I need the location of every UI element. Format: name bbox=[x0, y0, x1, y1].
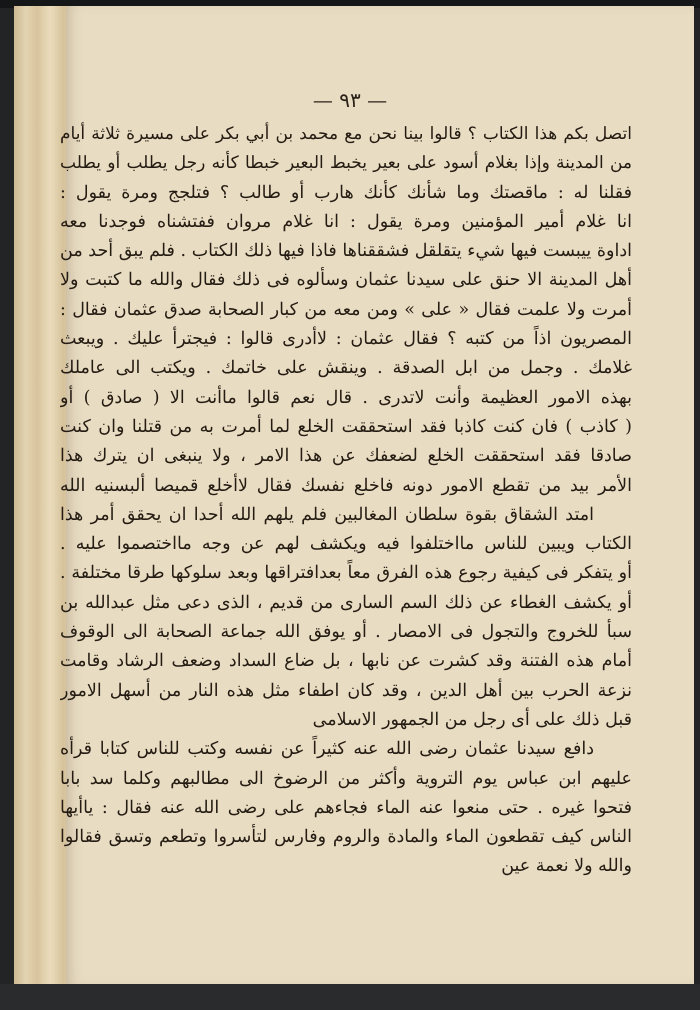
text-line: من المدينة وإذا بغلام أسود على بعير يخبط البعير خبطا كأنه رجل يطلب أو يطلب bbox=[60, 153, 632, 174]
text-line: امتد الشقاق بقوة سلطان المغالبين فلم يلهم الله أحدا ان يحقق أمر هذا bbox=[60, 504, 594, 525]
text-line: أو يتفكر فى كيفية رجوع هذه الفرق معاً بعدافتراقها وبعد سلوكها طرقا مختلفة . bbox=[60, 563, 632, 584]
text-line: قبل ذلك على أى رجل من الجمهور الاسلامى bbox=[312, 709, 632, 730]
text-line: أو يكشف الغطاء عن ذلك السم السارى من قديم ، الذى دعى مثل عبدالله بن bbox=[60, 592, 632, 613]
text-line: فتحوا غيره . حتى منعوا عنه الماء فجاءهم على رضى الله عنه فقال : ياأيها bbox=[60, 797, 632, 818]
text-line: انا غلام أمير المؤمنين ومرة يقول : انا غلام مروان ففتشناه فوجدنا معه bbox=[60, 211, 632, 232]
text-line: المصريون اذاً من كتبه ؟ فقال عثمان : لاأدرى قالوا : فيجترأ عليك . ويبعث bbox=[60, 329, 632, 350]
text-line: فقلنا له : ماقصتك وما شأنك كأنك هارب أو طالب ؟ فتلجج ومرة يقول : bbox=[60, 182, 632, 203]
text-line: ( كاذب ) فان كنت كاذبا فقد استحققت الخلع لما أمرت به من قتلنا وان كنت bbox=[60, 416, 632, 437]
text-line: أمرت ولا علمت فقال « على » ومن معه من كبار الصحابة صدق عثمان فقال : bbox=[60, 299, 632, 320]
body-text bbox=[60, 120, 632, 882]
text-line: عليهم ابن عباس يوم التروية وأكثر من الرضوخ الى مطالبهم وكلما سد بابا bbox=[60, 768, 632, 789]
text-line: والله ولا نعمة عين bbox=[501, 856, 632, 877]
text-line: نزعة الحرب بين أهل الدين ، وقد كان اطفاء مثل هذه النار من أسهل الامور bbox=[60, 680, 632, 701]
page-number: — ٩٣ — bbox=[312, 88, 388, 112]
text-line: سبأ للخروج والتجول فى الامصار . أو يوفق الله جماعة الصحابة الى الوقوف bbox=[60, 622, 632, 643]
text-line: أهل المدينة الا حنق على سيدنا عثمان وسألوه فى ذلك فقال والله ما كتبت ولا bbox=[60, 270, 632, 291]
text-line: اداوة ييبست فيها شيء يتقلقل فشققناها فاذا فيها ذلك الكتاب . فلم يبق أحد من bbox=[60, 241, 632, 262]
text-line: الكتاب ويبين للناس مااختلفوا فيه ويكشف لهم عن وجه مااختصموا عليه . bbox=[60, 534, 632, 555]
text-line: الأمر بيد من تقطع الامور دونه فاخلع نفسك فقال لاأخلع قميصا ألبسنيه الله bbox=[60, 475, 632, 496]
text-line: الناس كيف تقطعون الماء والمادة والروم وفارس لتأسروا وتطعم وتسق فقالوا bbox=[60, 827, 632, 848]
text-line: اتصل بكم هذا الكتاب ؟ قالوا بينا نحن مع محمد بن أبي بكر على مسيرة ثلاثة أيام bbox=[60, 124, 632, 144]
text-line: أمام هذه الفتنة وقد كشرت عن نابها ، بل ضاع السداد وضعف الرشاد وقامت bbox=[60, 651, 632, 672]
text-line: بهذه الامور العظيمة وأنت لاتدرى . قال نعم قالوا ماأنت الا ( صادق ) أو bbox=[60, 387, 632, 408]
text-line: غلامك . وجمل من ابل الصدقة . وينقش على خاتمك . ويكتب الى عاملك bbox=[60, 358, 632, 379]
text-line: دافع سيدنا عثمان رضى الله عنه كثيراً عن نفسه وكتب للناس كتابا قرأه bbox=[60, 739, 594, 760]
book-cover-bottom bbox=[0, 984, 700, 1010]
text-line: صادقا فقد استحققت الخلع لضعفك عن هذا الامر ، ولا ينبغى ان يترك هذا bbox=[60, 446, 632, 467]
